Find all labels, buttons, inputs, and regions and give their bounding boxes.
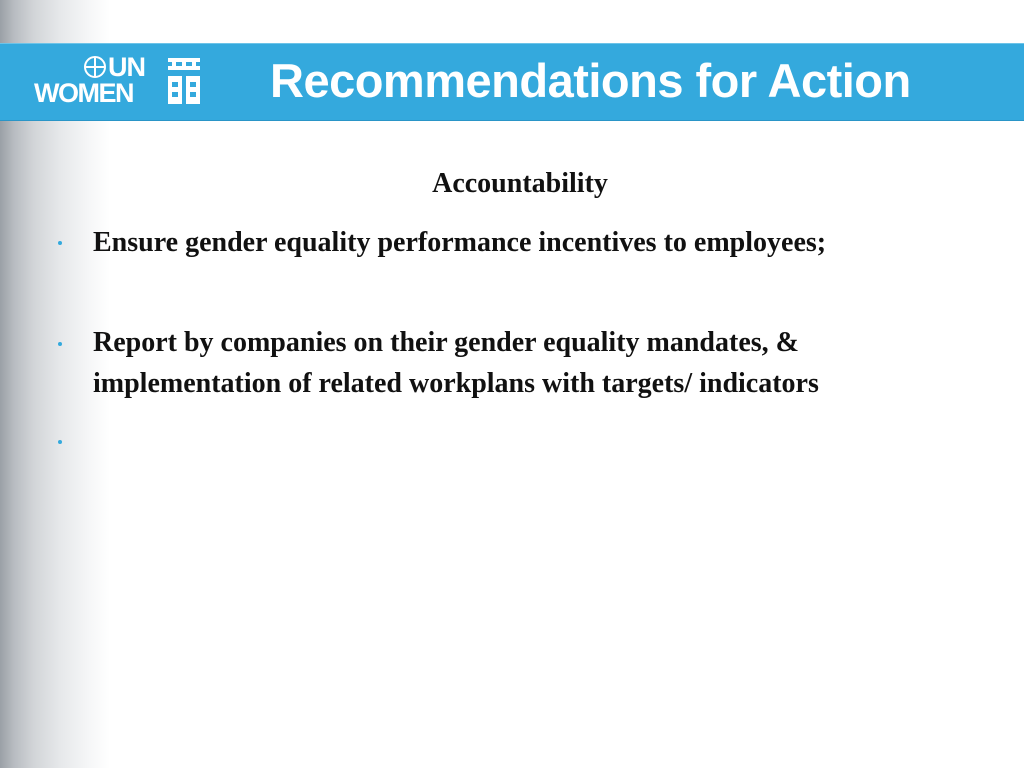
slide-title: Recommendations for Action [270,54,911,107]
bullet-marker [58,342,62,346]
bullet-marker [58,241,62,245]
bullet-item: Ensure gender equality performance incentives to employees; [93,227,827,258]
un-women-mark-icon [164,56,204,106]
bullet-marker [58,440,62,444]
logo-text-women: WOMEN [34,78,133,108]
un-women-logo [34,52,206,108]
bullet-item: Report by companies on their gender equality mandates, & implementation of related workplans with targets/ indicators [93,327,819,399]
un-emblem-icon [84,56,106,78]
section-subheading: Accountability [432,168,608,199]
logo-text-un: UN [108,52,145,82]
